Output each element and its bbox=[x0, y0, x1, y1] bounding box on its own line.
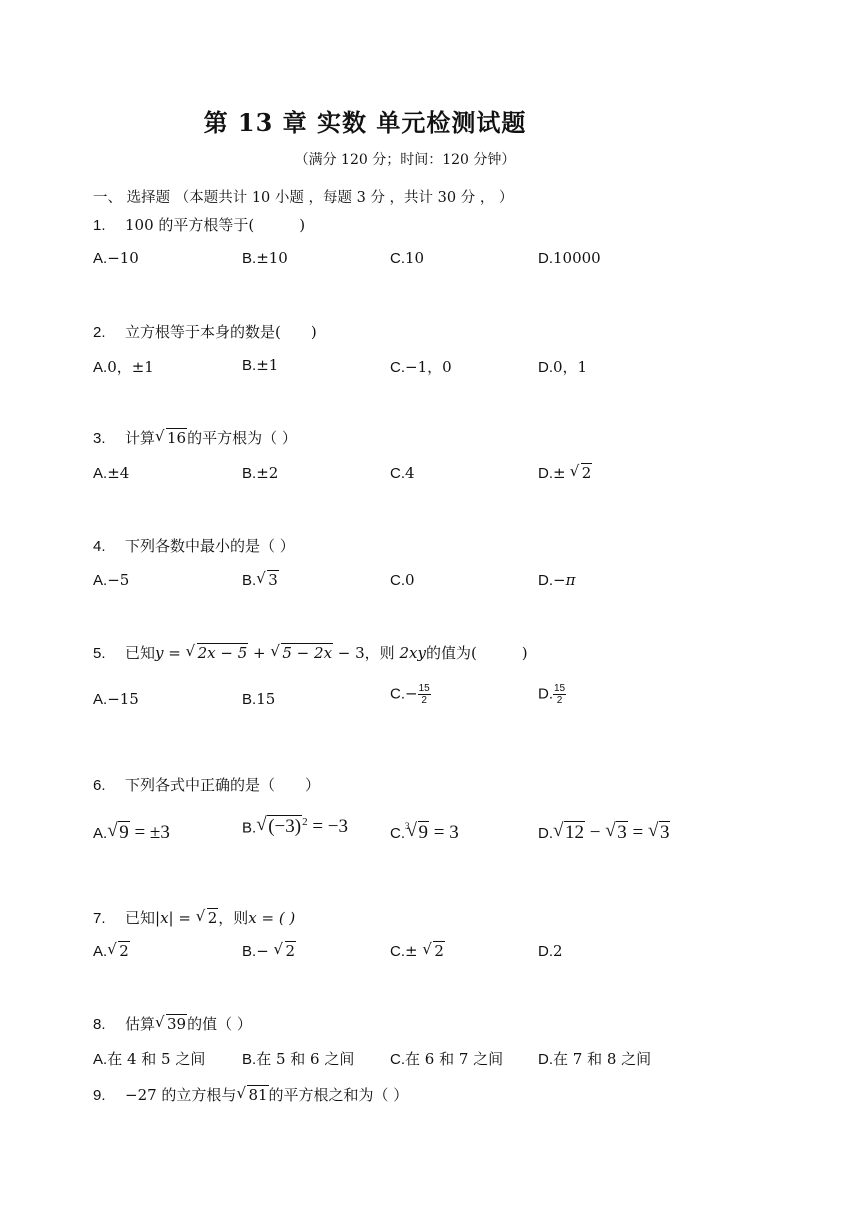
option-d: D.10000 bbox=[538, 249, 601, 267]
option-a: A.−15 bbox=[93, 690, 139, 708]
option-d: D.2 bbox=[538, 942, 563, 960]
option-c: C.± √ 2 bbox=[390, 942, 445, 960]
page-title: 第 13 章 实数 单元检测试题 bbox=[203, 108, 527, 137]
option-a: A.√ 9 = ±3 bbox=[93, 822, 170, 844]
option-b: B.√ $(-3)^2 = -3$ bbox=[242, 816, 348, 838]
option-d: D.−π bbox=[538, 571, 576, 589]
option-a: A.0，±1 bbox=[93, 358, 154, 376]
option-a: A.在 4 和 5 之间 bbox=[93, 1050, 206, 1068]
option-b: B.±1 bbox=[242, 356, 279, 374]
question-text: 下列各数中最小的是（ ） bbox=[125, 537, 295, 555]
option-b: B.±10 bbox=[242, 249, 288, 267]
question-7: 7. 已知|x| = √ 2，则x = ( ) bbox=[93, 907, 295, 928]
option-a: A.−5 bbox=[93, 571, 130, 589]
option-c: C.在 6 和 7 之间 bbox=[390, 1050, 504, 1068]
question-6: 6. 下列各式中正确的是（ ） bbox=[93, 776, 321, 794]
option-b: B.在 5 和 6 之间 bbox=[242, 1050, 355, 1068]
option-a: A.√ 2 bbox=[93, 942, 130, 960]
option-d: D. $\frac{15}{2}$ bbox=[538, 683, 566, 706]
page-subtitle: （满分 120 分；时间：120 分钟） bbox=[294, 152, 516, 168]
option-c: C.− $\frac{15}{2}$ bbox=[390, 683, 430, 706]
option-b: B.√ 3 bbox=[242, 571, 279, 589]
option-a: A.±4 bbox=[93, 464, 130, 482]
option-c: C.−1，0 bbox=[390, 358, 452, 376]
option-c: C.4 bbox=[390, 464, 415, 482]
question-5: 5. 已知y = √ 2x − 5 + √ 5 − 2x − 3，则 2xy的值为( ) bbox=[93, 642, 528, 663]
option-b: B.15 bbox=[242, 690, 276, 708]
question-9: 9. −27 的立方根与√ 81的平方根之和为（ ） bbox=[93, 1084, 408, 1105]
question-text: 立方根等于本身的数是( ) bbox=[125, 323, 317, 341]
question-2: 2. 立方根等于本身的数是( ) bbox=[93, 323, 317, 341]
option-c: C.0 bbox=[390, 571, 415, 589]
option-b: B.− √ 2 bbox=[242, 942, 296, 960]
section-heading: 一、 选择题 （本题共计 10 小题 ，每题 3 分 ，共计 30 分 ， ） bbox=[93, 190, 514, 206]
option-d: D.0，1 bbox=[538, 358, 588, 376]
question-text: 100 的平方根等于( ) bbox=[125, 216, 306, 234]
option-d: D.在 7 和 8 之间 bbox=[538, 1050, 652, 1068]
question-text: 下列各式中正确的是（ ） bbox=[125, 776, 321, 794]
option-c: C.$^3$√ 9 = 3 bbox=[390, 822, 459, 844]
option-b: B.±2 bbox=[242, 464, 279, 482]
question-8: 8. 估算√ 39的值（ ） bbox=[93, 1013, 252, 1034]
option-a: A.−10 bbox=[93, 249, 139, 267]
question-3: 3. 计算√ 16的平方根为（ ） bbox=[93, 427, 297, 448]
question-4: 4. 下列各数中最小的是（ ） bbox=[93, 537, 295, 555]
option-c: C.10 bbox=[390, 249, 425, 267]
option-d: D.± √ 2 bbox=[538, 464, 592, 482]
sqrt-symbol: √ 16 bbox=[155, 429, 187, 447]
option-d: D.√ 12 − √ 3 = √ 3 bbox=[538, 822, 670, 844]
question-1: 1. 100 的平方根等于( ) bbox=[93, 216, 306, 234]
